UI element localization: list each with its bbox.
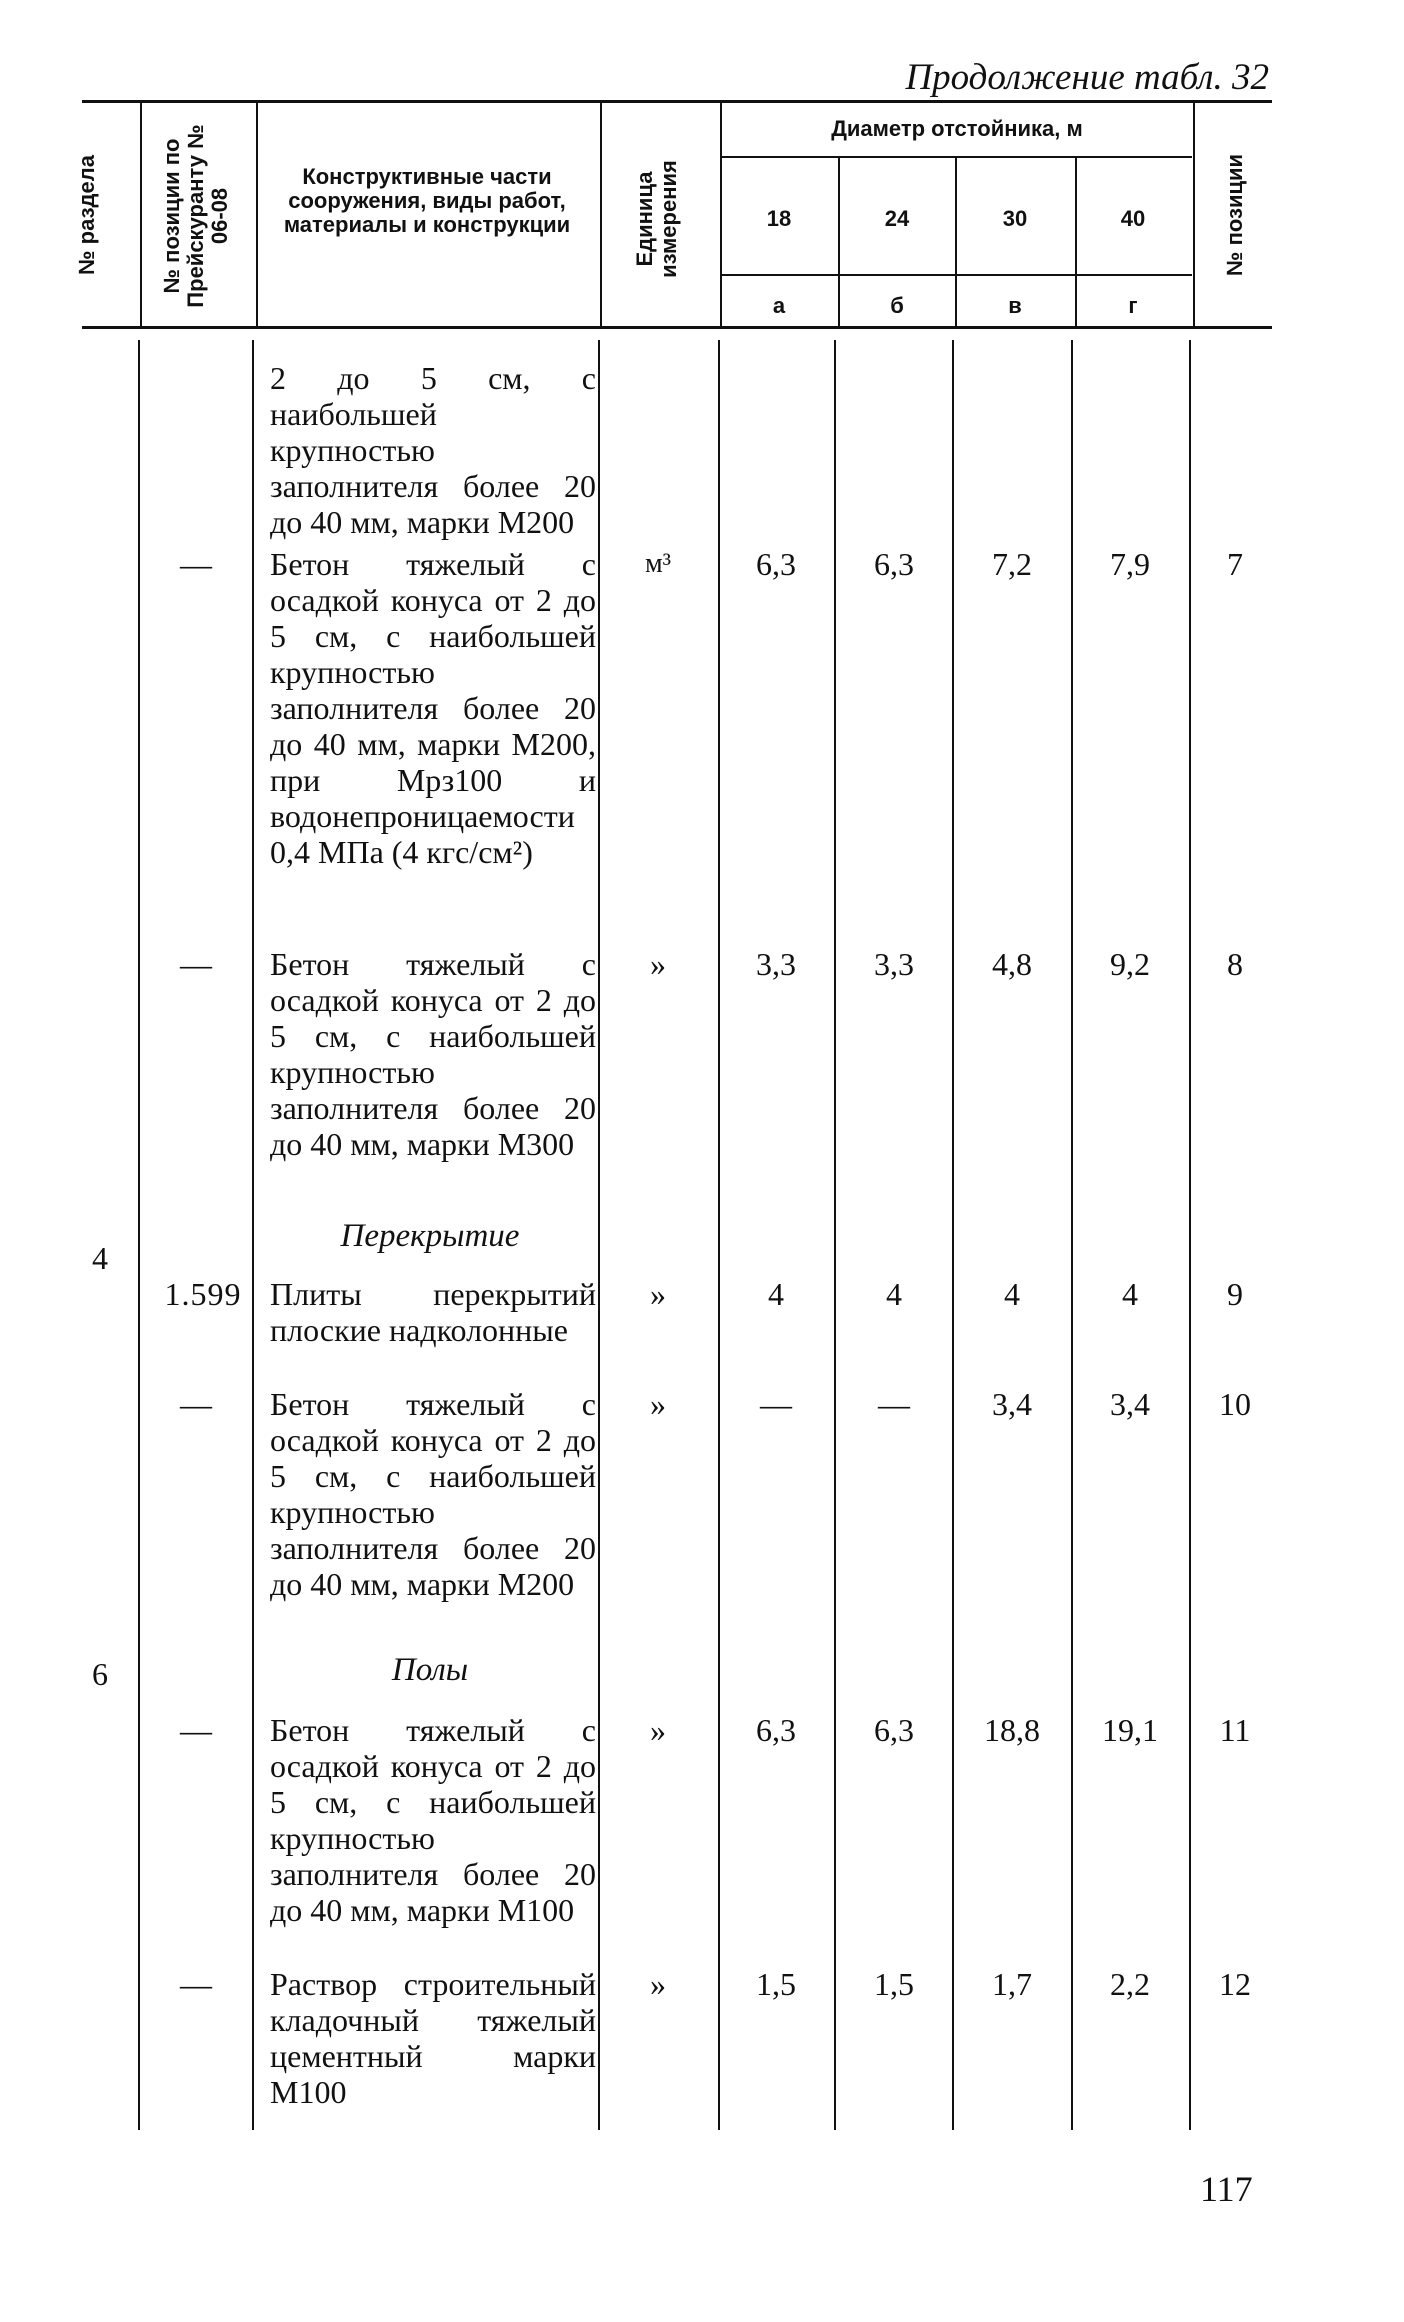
body-vrule-1 xyxy=(138,340,140,2130)
table-row-10-d30: 3,4 xyxy=(992,1386,1032,1422)
header-diameter-40: 40 xyxy=(1120,206,1146,231)
hdr-vrule-7 xyxy=(1075,158,1077,326)
table-row-8-unit: » xyxy=(650,946,666,982)
table-row-9-description: Плиты перекрытий плоские надколонные xyxy=(270,1276,596,1348)
table-row-9-d40: 4 xyxy=(1122,1276,1138,1312)
section-title-floor-slab: Перекрытие xyxy=(340,1218,520,1254)
table-row-7-d40: 7,9 xyxy=(1110,546,1150,582)
header-price-position-label: № позиции по Прейскуранту № 06-08 xyxy=(159,124,232,308)
body-vrule-2 xyxy=(252,340,254,2130)
table-row-12-description: Раствор строительный кладочный тяжелый цементный марки М100 xyxy=(270,1966,596,2110)
table-row-7-price-pos: — xyxy=(180,546,212,582)
header-letter-v: в xyxy=(1008,293,1022,318)
table-row-9-d30: 4 xyxy=(1004,1276,1020,1312)
section-number-4: 4 xyxy=(92,1240,108,1276)
hdr-vrule-5 xyxy=(838,158,840,326)
table-row-7-d24: 6,3 xyxy=(874,546,914,582)
table-row-12-price-pos: — xyxy=(180,1966,212,2002)
table-row-8-pos: 8 xyxy=(1227,946,1243,982)
hdr-vrule-3 xyxy=(600,103,602,326)
table-caption: Продолжение табл. 32 xyxy=(905,57,1269,98)
table-row-8-d18: 3,3 xyxy=(756,946,796,982)
table-row-11-d40: 19,1 xyxy=(1102,1712,1158,1748)
hdr-vrule-6 xyxy=(955,158,957,326)
table-row-11-pos: 11 xyxy=(1219,1712,1251,1748)
letters-rule xyxy=(722,274,1192,276)
header-position-label: № позиции xyxy=(1222,153,1247,277)
hdr-vrule-8 xyxy=(1193,103,1195,326)
table-row-12-unit: » xyxy=(650,1966,666,2002)
header-diameter-24: 24 xyxy=(884,206,910,231)
page-number: 117 xyxy=(1200,2169,1253,2209)
section-number-6: 6 xyxy=(92,1656,108,1692)
table-row-7-description: Бетон тяжелый с осадкой конуса от 2 до 5 см, с наибольшей крупностью заполнителя более 20 до 40 мм, марки М200, при Мрз100 и водонепроницаемости 0,4 МПа (4 кгс/см²) xyxy=(270,546,596,870)
table-row-11-description: Бетон тяжелый с осадкой конуса от 2 до 5 см, с наибольшей крупностью заполнителя более 20 до 40 мм, марки М100 xyxy=(270,1712,596,1928)
table-row-8-description: Бетон тяжелый с осадкой конуса от 2 до 5 см, с наибольшей крупностью заполнителя более 20 до 40 мм, марки М300 xyxy=(270,946,596,1162)
table-row-10-d24: — xyxy=(878,1386,910,1422)
table-row-12-d30: 1,7 xyxy=(992,1966,1032,2002)
continued-description: 2 до 5 см, с наибольшей крупностью заполнителя более 20 до 40 мм, марки М200 xyxy=(270,360,596,540)
header-diameter-18: 18 xyxy=(766,206,792,231)
table-row-12-pos: 12 xyxy=(1219,1966,1251,2002)
table-row-9-unit: » xyxy=(650,1276,666,1312)
table-row-8-price-pos: — xyxy=(180,946,212,982)
table-row-11-d24: 6,3 xyxy=(874,1712,914,1748)
table-row-8-d40: 9,2 xyxy=(1110,946,1150,982)
table-row-11-unit: » xyxy=(650,1712,666,1748)
table-row-8-d24: 3,3 xyxy=(874,946,914,982)
table-row-10-price-pos: — xyxy=(180,1386,212,1422)
table-row-12-d24: 1,5 xyxy=(874,1966,914,2002)
table-row-10-pos: 10 xyxy=(1219,1386,1251,1422)
table-row-12-d40: 2,2 xyxy=(1110,1966,1150,2002)
header-letter-a: а xyxy=(772,293,786,318)
header-description-label: Конструктивные части сооружения, виды работ, материалы и конструкции xyxy=(283,164,571,237)
table-row-8-d30: 4,8 xyxy=(992,946,1032,982)
table-row-9-d24: 4 xyxy=(886,1276,902,1312)
table-row-12-d18: 1,5 xyxy=(756,1966,796,2002)
section-title-floors: Полы xyxy=(391,1652,469,1688)
table-row-7-pos: 7 xyxy=(1227,546,1243,582)
table-row-9-d18: 4 xyxy=(768,1276,784,1312)
table-row-7-d18: 6,3 xyxy=(756,546,796,582)
body-vrule-6 xyxy=(952,340,954,2130)
header-top-rule xyxy=(82,100,1272,103)
header-letter-b: б xyxy=(890,293,904,318)
body-vrule-5 xyxy=(834,340,836,2130)
table-row-7-d30: 7,2 xyxy=(992,546,1032,582)
table-row-11-d18: 6,3 xyxy=(756,1712,796,1748)
header-diameter-30: 30 xyxy=(1002,206,1028,231)
body-vrule-8 xyxy=(1189,340,1191,2130)
header-diameter-label: Диаметр отстойника, м xyxy=(831,116,1083,141)
header-letter-g: г xyxy=(1128,293,1138,318)
body-vrule-7 xyxy=(1071,340,1073,2130)
header-section-label: № раздела xyxy=(74,155,99,275)
table-row-9-price-pos: 1.599 xyxy=(164,1276,242,1312)
table-row-9-pos: 9 xyxy=(1227,1276,1243,1312)
table-row-10-unit: » xyxy=(650,1386,666,1422)
header-bottom-rule xyxy=(82,326,1272,329)
table-row-10-d40: 3,4 xyxy=(1110,1386,1150,1422)
table-row-11-price-pos: — xyxy=(180,1712,212,1748)
hdr-vrule-2 xyxy=(256,103,258,326)
body-vrule-4 xyxy=(718,340,720,2130)
hdr-vrule-1 xyxy=(140,103,142,326)
table-row-10-description: Бетон тяжелый с осадкой конуса от 2 до 5 см, с наибольшей крупностью заполнителя более 20 до 40 мм, марки М200 xyxy=(270,1386,596,1602)
table-row-10-d18: — xyxy=(760,1386,792,1422)
table-row-11-d30: 18,8 xyxy=(984,1712,1040,1748)
table-row-7-unit: м³ xyxy=(644,548,672,579)
diameter-rule xyxy=(722,156,1192,158)
header-unit-label: Единица измерения xyxy=(632,160,681,278)
